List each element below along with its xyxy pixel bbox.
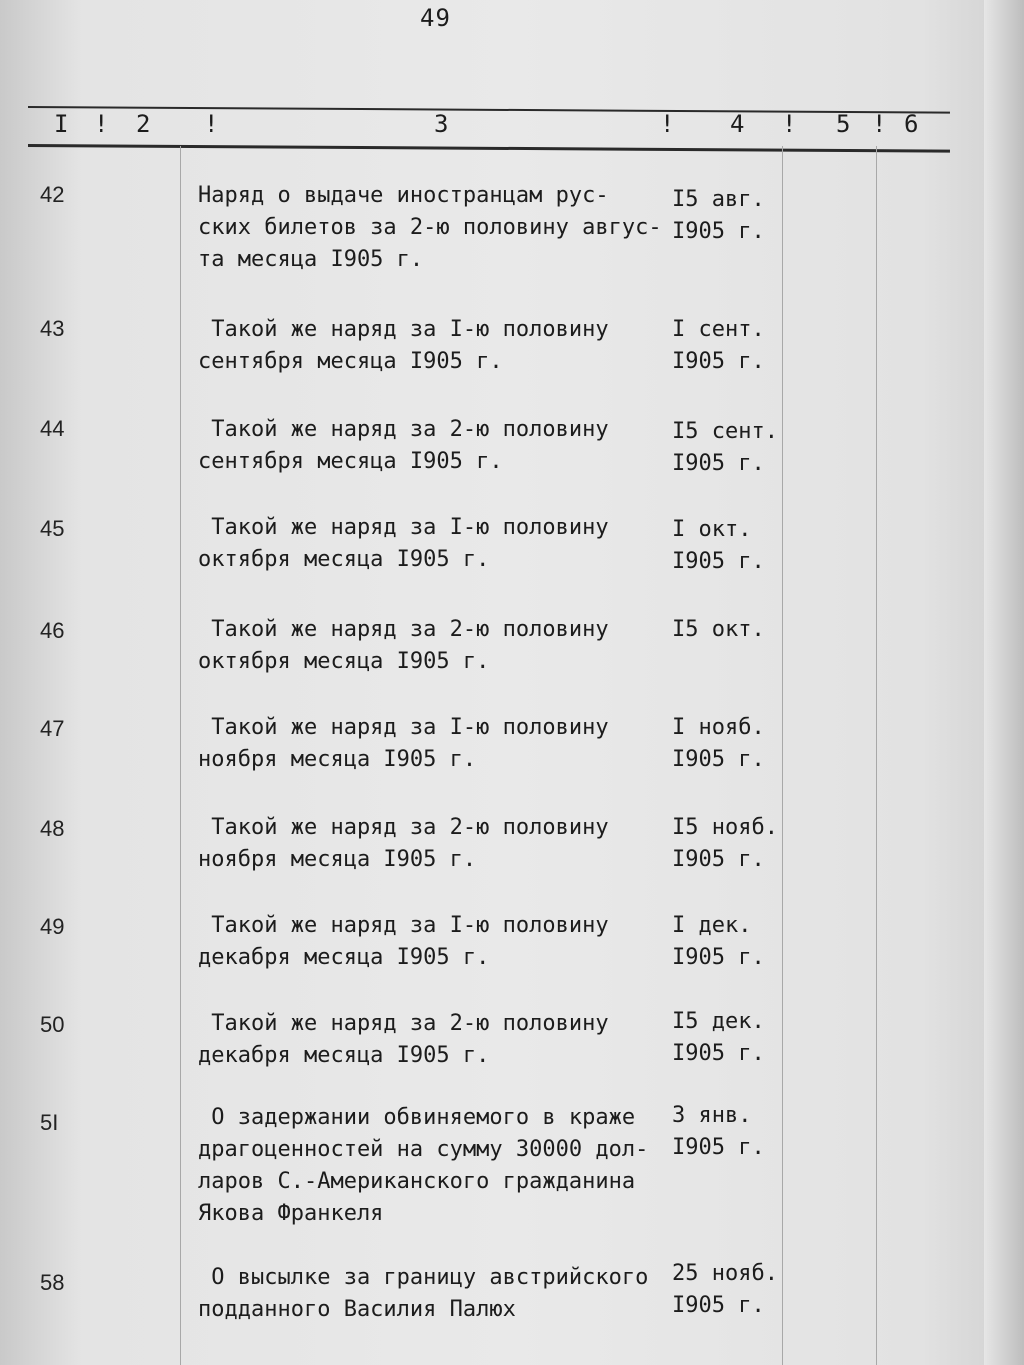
header-col-5: 5 — [836, 110, 851, 138]
entry-date: I5 авг. I905 г. — [672, 187, 765, 244]
entry-date: I сент. I905 г. — [672, 317, 765, 374]
entry-number: 43 — [40, 316, 65, 341]
column-divider-6 — [876, 146, 877, 1365]
column-divider-3 — [180, 146, 181, 1365]
entry-description: Наряд о выдаче иностранцам рус- ских билетов за 2-ю половину авгус- та месяца I905 г. — [198, 183, 662, 272]
entry-number: 48 — [40, 816, 65, 841]
entry-date: I окт. I905 г. — [672, 517, 765, 574]
entry-date: I дек. I905 г. — [672, 913, 765, 970]
entry-description: О задержании обвиняемого в краже драгоценностей на сумму 30000 дол- ларов С.-Американского гражданина Якова Франкеля — [198, 1105, 649, 1226]
entry-number: 58 — [40, 1270, 65, 1295]
entry-number: 47 — [40, 716, 65, 741]
header-col-2: 2 — [136, 110, 151, 138]
entry-date: I5 окт. — [672, 617, 765, 642]
entry-number: 46 — [40, 618, 65, 643]
entry-description: Такой же наряд за I-ю половину октября месяца I905 г. — [198, 515, 609, 572]
entry-date: I5 нояб. I905 г. — [672, 815, 778, 872]
entry-description: Такой же наряд за I-ю половину ноября месяца I905 г. — [198, 715, 609, 772]
page-number: 49 — [420, 4, 451, 32]
header-separator: ! — [872, 110, 887, 138]
entry-number: 5I — [40, 1110, 59, 1135]
entry-number: 49 — [40, 914, 65, 939]
header-top-rule — [28, 106, 950, 114]
entry-number: 50 — [40, 1012, 65, 1037]
page-edge-shadow — [984, 0, 1024, 1365]
entry-description: Такой же наряд за I-ю половину сентября месяца I905 г. — [198, 317, 609, 374]
entry-date: I5 дек. I905 г. — [672, 1009, 765, 1066]
entry-date: I5 сент. I905 г. — [672, 419, 778, 476]
entry-number: 42 — [40, 182, 65, 207]
entry-description: Такой же наряд за 2-ю половину сентября месяца I905 г. — [198, 417, 609, 474]
header-separator: ! — [660, 110, 675, 138]
entry-number: 44 — [40, 416, 65, 441]
entry-date: 25 нояб. I905 г. — [672, 1261, 778, 1318]
header-col-6: 6 — [904, 110, 919, 138]
header-bottom-rule — [28, 144, 950, 153]
entry-description: Такой же наряд за 2-ю половину октября месяца I905 г. — [198, 617, 609, 674]
entry-description: Такой же наряд за I-ю половину декабря месяца I905 г. — [198, 913, 609, 970]
entry-date: I нояб. I905 г. — [672, 715, 765, 772]
header-separator: ! — [782, 110, 797, 138]
header-col-4: 4 — [730, 110, 745, 138]
header-separator: ! — [94, 110, 109, 138]
entry-description: О высылке за границу австрийского подданного Василия Палюх — [198, 1265, 649, 1322]
header-separator: ! — [204, 110, 219, 138]
entry-description: Такой же наряд за 2-ю половину ноября месяца I905 г. — [198, 815, 609, 872]
header-col-3: 3 — [434, 110, 449, 138]
entry-date: 3 янв. I905 г. — [672, 1103, 765, 1160]
entry-number: 45 — [40, 516, 65, 541]
header-col-1: I — [54, 110, 69, 138]
entry-description: Такой же наряд за 2-ю половину декабря месяца I905 г. — [198, 1011, 609, 1068]
